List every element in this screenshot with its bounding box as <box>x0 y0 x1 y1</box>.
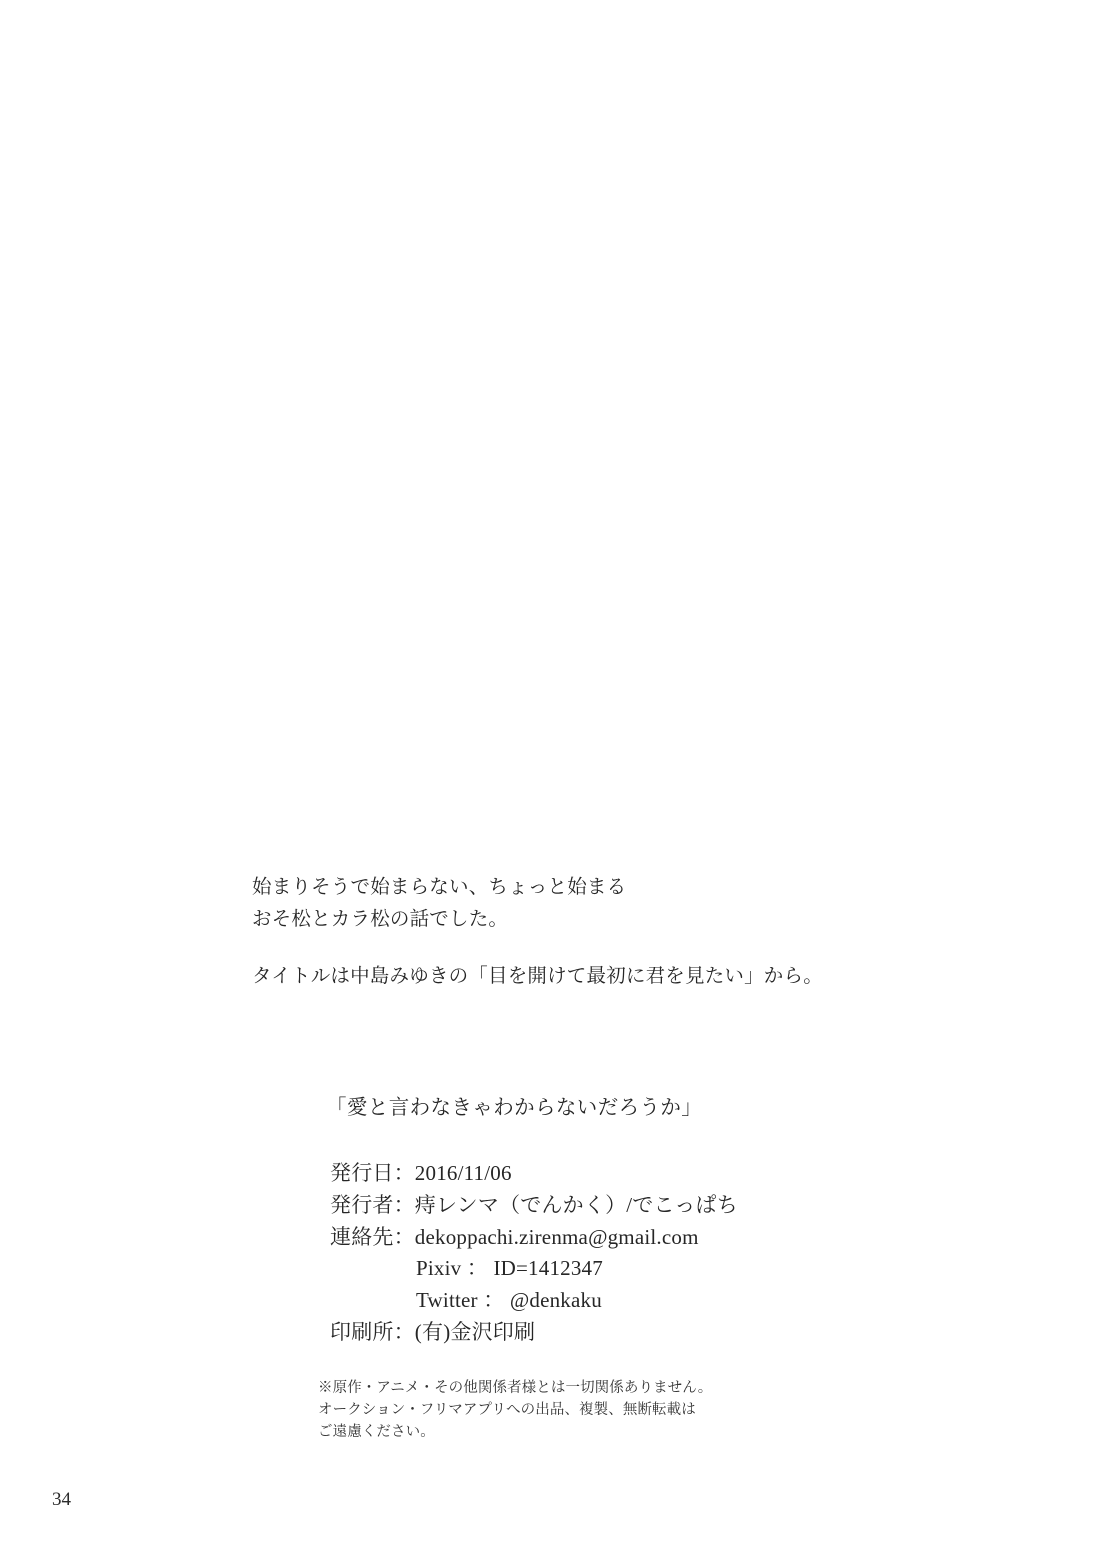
legal-notice <box>318 1377 1100 1443</box>
legal-notice-line-3: ご遠慮ください。 <box>318 1424 435 1441</box>
legal-notice-line-2: オークション・フリマアプリへの出品、複製、無断転載は <box>318 1402 696 1419</box>
colophon-contact: 連絡先：dekoppachi.zirenma@gmail.com <box>330 1224 699 1249</box>
colophon-publish-date: 発行日：2016/11/06 <box>330 1160 512 1185</box>
colophon-pixiv: Pixiv ： ID=1412347 <box>416 1256 603 1281</box>
colophon-twitter: Twitter ： @denkaku <box>416 1288 602 1313</box>
colophon-block <box>0 1093 1100 1443</box>
page-number: 34 <box>52 1489 71 1510</box>
colophon-details <box>330 1158 1100 1349</box>
colophon-title: 「愛と言わなきゃわからないだろうか」 <box>326 1097 703 1119</box>
legal-notice-line-1: ※原作・アニメ・その他関係者様とは一切関係ありません。 <box>318 1380 713 1397</box>
afterword-line-2: おそ松とカラ松の話でした。 <box>252 908 509 930</box>
afterword-line-1: 始まりそうで始まらない、ちょっと始まる <box>252 877 627 898</box>
afterword-block <box>252 872 952 993</box>
afterword-line-3: タイトルは中島みゆきの「目を開けて最初に君を見たい」から。 <box>252 966 823 988</box>
afterword-spacer <box>252 935 952 961</box>
colophon-printer: 印刷所：(有)金沢印刷 <box>330 1320 536 1345</box>
colophon-publisher: 発行者：痔レンマ（でんかく）/でこっぱち <box>330 1192 738 1217</box>
